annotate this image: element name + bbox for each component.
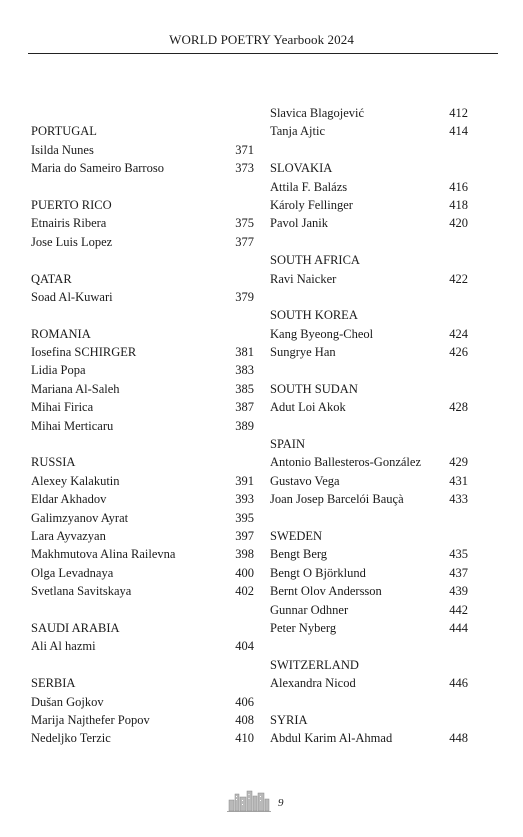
toc-entry[interactable] xyxy=(270,270,468,288)
page-ref: 375 xyxy=(235,216,254,231)
poet-name: Pavol Janik xyxy=(270,216,328,231)
page-ref: 387 xyxy=(235,400,254,415)
poet-name: Gunnar Odhner xyxy=(270,602,349,617)
toc-entry[interactable] xyxy=(270,674,468,692)
poet-name: Tanja Ajtic xyxy=(270,124,326,139)
poet-name: Lara Ayvazyan xyxy=(31,528,106,543)
country-heading: ROMANIA xyxy=(31,326,91,341)
running-header: WORLD POETRY Yearbook 2024 xyxy=(169,32,354,47)
page-ref: 393 xyxy=(235,492,254,507)
page-ref: 439 xyxy=(449,584,468,599)
toc-entry[interactable] xyxy=(31,343,254,361)
page-ref: 418 xyxy=(449,197,468,212)
toc-column-right xyxy=(270,104,468,748)
section-spacer xyxy=(31,656,254,674)
section-spacer xyxy=(270,637,468,655)
toc-entry[interactable] xyxy=(31,582,254,600)
toc-entry[interactable] xyxy=(31,380,254,398)
poet-name: Antonio Ballesteros-González xyxy=(270,455,421,470)
toc-entry[interactable] xyxy=(270,398,468,416)
page-ref: 433 xyxy=(449,492,468,507)
toc-entry[interactable] xyxy=(270,214,468,232)
page-ref: 371 xyxy=(235,142,254,157)
toc-entry[interactable] xyxy=(31,711,254,729)
country-heading: QATAR xyxy=(31,271,72,286)
page-ref: 429 xyxy=(449,455,468,470)
page-ref: 446 xyxy=(449,676,468,691)
poet-name: Ravi Naicker xyxy=(270,271,337,286)
page-ref: 444 xyxy=(449,620,468,635)
poet-name: Attila F. Balázs xyxy=(270,179,348,194)
poet-name: Iosefina SCHIRGER xyxy=(31,345,137,360)
poet-name: Mariana Al-Saleh xyxy=(31,381,120,396)
poet-name: Abdul Karim Al-Ahmad xyxy=(270,731,393,746)
section-spacer xyxy=(270,417,468,435)
toc-entry[interactable] xyxy=(270,619,468,637)
poet-name: Károly Fellinger xyxy=(270,197,353,212)
poet-name: Nedeljko Terzic xyxy=(31,731,111,746)
country-heading: SOUTH AFRICA xyxy=(270,253,360,268)
toc-entry[interactable] xyxy=(270,178,468,196)
toc-entry[interactable] xyxy=(31,361,254,379)
section-spacer xyxy=(31,306,254,324)
poet-name: Makhmutova Alina Railevna xyxy=(31,547,176,562)
toc-entry[interactable] xyxy=(31,288,254,306)
page-ref: 389 xyxy=(235,418,254,433)
page-footer xyxy=(0,786,523,816)
poet-name: Slavica Blagojević xyxy=(270,106,365,120)
toc-entry[interactable] xyxy=(270,325,468,343)
toc-entry[interactable] xyxy=(270,582,468,600)
poet-name: Sungrye Han xyxy=(270,345,336,360)
toc-entry[interactable] xyxy=(31,729,254,747)
poet-name: Bernt Olov Andersson xyxy=(270,584,382,599)
country-heading: SLOVAKIA xyxy=(270,161,333,176)
poet-name: Lidia Popa xyxy=(31,363,86,378)
page-ref: 412 xyxy=(449,106,468,120)
country-heading: PORTUGAL xyxy=(31,124,97,139)
section-spacer xyxy=(31,104,254,122)
section-spacer xyxy=(270,509,468,527)
page-ref: 437 xyxy=(449,565,468,580)
city-skyline-icon xyxy=(227,788,271,817)
toc-entry[interactable] xyxy=(31,527,254,545)
toc-entry[interactable] xyxy=(270,729,468,747)
poet-name: Adut Loi Akok xyxy=(270,400,346,415)
section-spacer xyxy=(31,435,254,453)
country-heading: SYRIA xyxy=(270,712,308,727)
section-spacer xyxy=(270,693,468,711)
country-heading: SPAIN xyxy=(270,437,305,452)
toc-entry[interactable] xyxy=(31,398,254,416)
toc-entry[interactable] xyxy=(31,159,254,177)
toc-entry[interactable] xyxy=(31,490,254,508)
page-ref: 402 xyxy=(235,584,254,599)
poet-name: Bengt O Björklund xyxy=(270,565,366,580)
toc-column-left xyxy=(31,104,254,748)
country-heading: SWEDEN xyxy=(270,528,323,543)
toc-entry[interactable] xyxy=(31,417,254,435)
poet-name: Isilda Nunes xyxy=(31,142,94,157)
country-heading: SERBIA xyxy=(31,676,76,691)
page-ref: 431 xyxy=(449,473,468,488)
page-ref: 400 xyxy=(235,565,254,580)
toc-entry[interactable] xyxy=(270,196,468,214)
poet-name: Ali Al hazmi xyxy=(31,639,96,654)
poet-name: Marija Najthefer Popov xyxy=(31,712,150,727)
poet-name: Alexey Kalakutin xyxy=(31,473,120,488)
page-ref: 391 xyxy=(235,473,254,488)
page-ref: 416 xyxy=(449,179,468,194)
poet-name: Joan Josep Barcelói Bauçà xyxy=(270,492,404,507)
page-ref: 448 xyxy=(449,731,468,746)
page-ref: 422 xyxy=(449,271,468,286)
poet-name: Eldar Akhadov xyxy=(31,492,107,507)
country-heading: SWITZERLAND xyxy=(270,657,359,672)
country-heading: SAUDI ARABIA xyxy=(31,620,120,635)
page-ref: 408 xyxy=(235,712,254,727)
toc-entry[interactable] xyxy=(270,122,468,140)
toc-entry[interactable] xyxy=(270,490,468,508)
poet-name: Olga Levadnaya xyxy=(31,565,114,580)
toc-entry[interactable] xyxy=(31,693,254,711)
page-ref: 381 xyxy=(235,345,254,360)
header-rule xyxy=(28,53,498,54)
poet-name: Mihai Merticaru xyxy=(31,418,114,433)
poet-name: Soad Al-Kuwari xyxy=(31,289,113,304)
section-spacer xyxy=(31,601,254,619)
toc-entry[interactable] xyxy=(31,141,254,159)
poet-name: Etnairis Ribera xyxy=(31,216,107,231)
toc-entry[interactable] xyxy=(31,233,254,251)
poet-name: Bengt Berg xyxy=(270,547,328,562)
page-ref: 428 xyxy=(449,400,468,415)
page-ref: 424 xyxy=(449,326,468,341)
page-ref: 410 xyxy=(235,731,254,746)
poet-name: Svetlana Savitskaya xyxy=(31,584,132,599)
section-spacer xyxy=(270,141,468,159)
toc-entry[interactable] xyxy=(270,453,468,471)
toc-entry[interactable] xyxy=(270,104,468,122)
country-heading: SOUTH SUDAN xyxy=(270,381,358,396)
poet-name: Peter Nyberg xyxy=(270,620,337,635)
toc-entry[interactable] xyxy=(270,545,468,563)
page-ref: 442 xyxy=(449,602,468,617)
poet-name: Jose Luis Lopez xyxy=(31,234,113,249)
page-ref: 404 xyxy=(235,639,254,654)
page-ref: 398 xyxy=(235,547,254,562)
toc-entry[interactable] xyxy=(270,472,468,490)
toc-entry[interactable] xyxy=(270,564,468,582)
page-ref: 379 xyxy=(235,289,254,304)
country-heading: SOUTH KOREA xyxy=(270,308,358,323)
toc-entry[interactable] xyxy=(270,601,468,619)
toc-entry[interactable] xyxy=(31,564,254,582)
section-spacer xyxy=(270,288,468,306)
page-ref: 373 xyxy=(235,161,254,176)
toc-entry[interactable] xyxy=(31,637,254,655)
section-spacer xyxy=(31,251,254,269)
page-ref: 420 xyxy=(449,216,468,231)
section-spacer xyxy=(31,178,254,196)
toc-entry[interactable] xyxy=(31,545,254,563)
toc-entry[interactable] xyxy=(31,214,254,232)
section-spacer xyxy=(270,361,468,379)
poet-name: Dušan Gojkov xyxy=(31,694,104,709)
page-number: 9 xyxy=(278,797,284,809)
toc-entry[interactable] xyxy=(31,509,254,527)
toc-entry[interactable] xyxy=(31,472,254,490)
poet-name: Alexandra Nicod xyxy=(270,676,356,691)
country-heading: PUERTO RICO xyxy=(31,197,112,212)
section-spacer xyxy=(270,233,468,251)
poet-name: Galimzyanov Ayrat xyxy=(31,510,129,525)
page-ref: 397 xyxy=(235,528,254,543)
page-ref: 385 xyxy=(235,381,254,396)
toc-entry[interactable] xyxy=(270,343,468,361)
page-ref: 406 xyxy=(235,694,254,709)
page-ref: 383 xyxy=(235,363,254,378)
page-ref: 435 xyxy=(449,547,468,562)
poet-name: Maria do Sameiro Barroso xyxy=(31,161,164,176)
page-ref: 414 xyxy=(449,124,468,139)
page-ref: 395 xyxy=(235,510,254,525)
poet-name: Kang Byeong-Cheol xyxy=(270,326,374,341)
poet-name: Mihai Firica xyxy=(31,400,94,415)
poet-name: Gustavo Vega xyxy=(270,473,340,488)
page-ref: 426 xyxy=(449,345,468,360)
page-ref: 377 xyxy=(235,234,254,249)
country-heading: RUSSIA xyxy=(31,455,76,470)
